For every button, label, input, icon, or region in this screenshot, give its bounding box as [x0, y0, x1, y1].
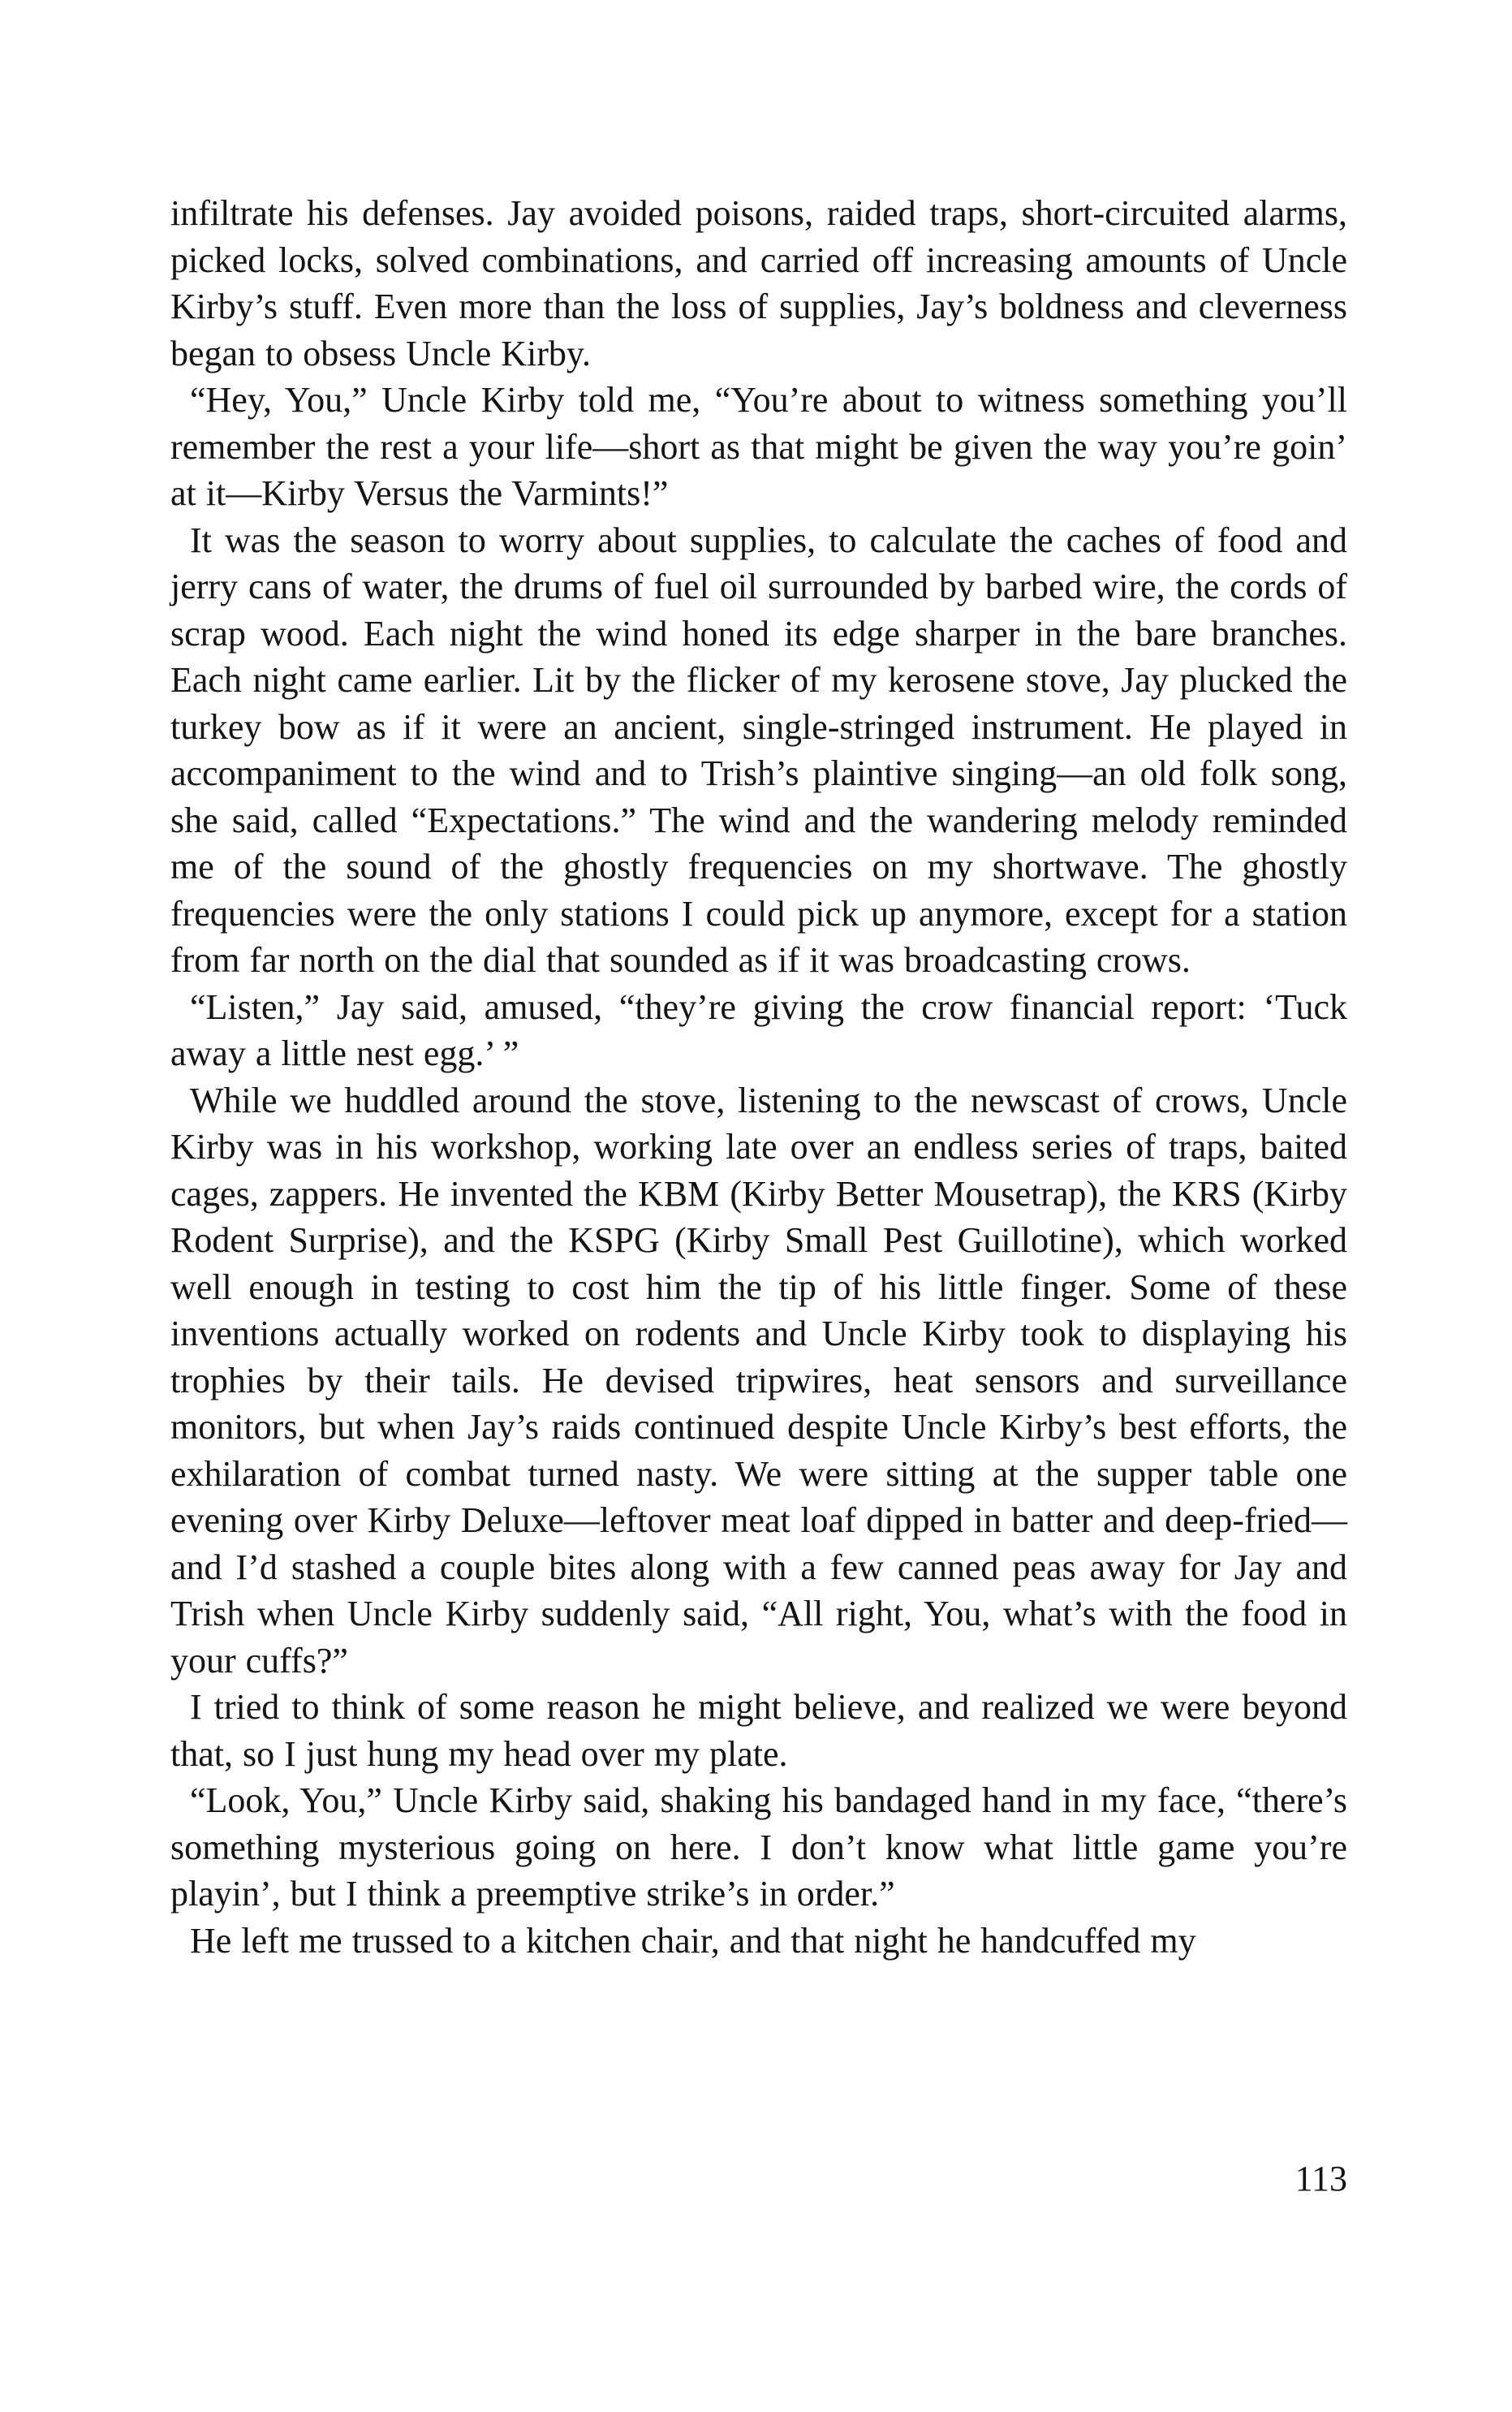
paragraph-6: I tried to think of some reason he might believe, and realized we were beyond that, so I just hung my head over my plate.: [170, 1687, 1347, 1774]
paragraph-2: “Hey, You,” Uncle Kirby told me, “You’re about to witness something you’ll remember the rest a your life—short as that might be given the way you’re goin’ at it—Kirby Versus the Varmints!”: [170, 380, 1347, 513]
paragraph-3: It was the season to worry about supplies, to calculate the caches of food and jerry cans of water, the drums of fuel oil surrounded by barbed wire, the cords of scrap wood. Each night the wind honed its edge sharper in the bare branches. Each night came earlier. Lit by the flicker of my kerosene stove, Jay plucked the turkey bow as if it were an ancient, single-stringed instrument. He played in accompaniment to the wind and to Trish’s plaintive singing—an old folk song, she said, called “Expectations.” The wind and the wandering melody reminded me of the sound of the ghostly frequencies on my shortwave. The ghostly frequencies were the only stations I could pick up anymore, except for a station from far north on the dial that sounded as if it was broadcasting crows.: [170, 520, 1347, 980]
paragraph-1: infiltrate his defenses. Jay avoided poisons, raided traps, short-circuited alarms, picked locks, solved combinations, and carried off increasing amounts of Uncle Kirby’s stuff. Even more than the loss of supplies, Jay’s boldness and cleverness began to obsess Uncle Kirby.: [170, 193, 1347, 373]
paragraph-8: He left me trussed to a kitchen chair, and that night he handcuffed my: [190, 1920, 1196, 1961]
page-number: 113: [1294, 2159, 1347, 2198]
paragraph-4: “Listen,” Jay said, amused, “they’re giving the crow financial report: ‘Tuck away a little nest egg.’ ”: [170, 986, 1347, 1073]
page-body: [170, 190, 1347, 2155]
paragraph-7: “Look, You,” Uncle Kirby said, shaking his bandaged hand in my face, “there’s something mysterious going on here. I don’t know what little game you’re playin’, but I think a preemptive strike’s in order.”: [170, 1780, 1347, 1914]
paragraph-5: While we huddled around the stove, listening to the newscast of crows, Uncle Kirby was in his workshop, working late over an endless series of traps, baited cages, zappers. He invented the KBM (Kirby Better Mousetrap), the KRS (Kirby Rodent Surprise), and the KSPG (Kirby Small Pest Guillotine), which worked well enough in testing to cost him the tip of his little finger. Some of these inventions actually worked on rodents and Uncle Kirby took to displaying his trophies by their tails. He devised tripwires, heat sensors and surveillance monitors, but when Jay’s raids continued despite Uncle Kirby’s best efforts, the exhilaration of combat turned nasty. We were sitting at the supper table one evening over Kirby Deluxe—leftover meat loaf dipped in batter and deep-fried—and I’d stashed a couple bites along with a few canned peas away for Jay and Trish when Uncle Kirby suddenly said, “All right, You, what’s with the food in your cuffs?”: [170, 1080, 1347, 1681]
